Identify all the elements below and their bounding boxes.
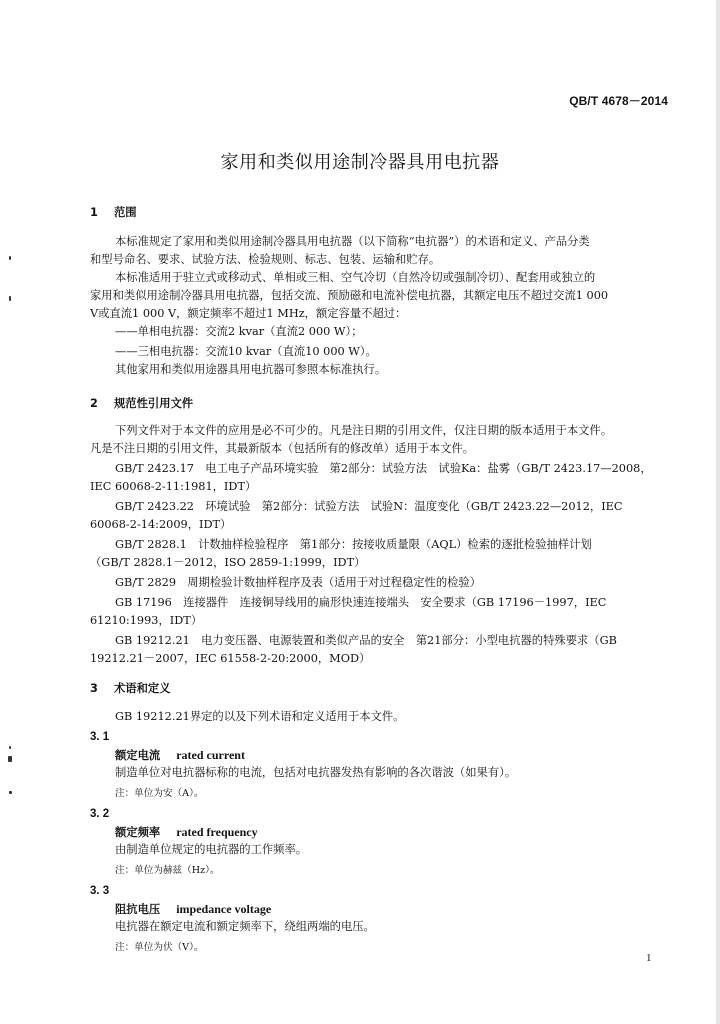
term-3-heading (115, 902, 271, 917)
term-2-english: rated frequency (176, 825, 258, 839)
s1-paragraph-2-line-3: V或直流1 000 V，额定频率不超过1 MHz，额定容量不超过： (90, 307, 407, 320)
s1-dash-item-three-phase: ——三相电抗器：交流10 kvar（直流10 000 W）。 (115, 345, 377, 358)
s1-paragraph-1-line-1: 本标准规定了家用和类似用途制冷器具用电抗器（以下简称“电抗器”）的术语和定义、产品分类 (115, 235, 590, 248)
section-1-number: 1 (90, 206, 98, 219)
reference-6-line-1: GB 19212.21 电力变压器、电源装置和类似产品的安全 第21部分：小型电抗器的特殊要求（GB (115, 634, 617, 647)
reference-2-line-1: GB/T 2423.22 环境试验 第2部分：试验方法 试验N：温度变化（GB/T 2423.22—2012，IEC (115, 500, 623, 513)
term-2-note: 注：单位为赫兹（Hz）。 (115, 865, 220, 876)
section-1-title: 范围 (114, 206, 137, 219)
section-1-heading (90, 206, 137, 220)
reference-4-line-1: GB/T 2829 周期检验计数抽样程序及表（适用于对过程稳定性的检验） (115, 576, 482, 589)
reference-6-line-2: 19212.21－2007，IEC 61558-2-20:2000，MOD） (90, 652, 371, 665)
term-3-chinese: 阻抗电压 (115, 903, 161, 916)
term-3-number: 3. 3 (90, 885, 110, 897)
term-1-definition: 制造单位对电抗器标称的电流，包括对电抗器发热有影响的各次谐波（如果有）。 (115, 766, 517, 779)
term-3-note: 注：单位为伏（V）。 (115, 942, 204, 953)
s3-intro: GB 19212.21界定的以及下列术语和定义适用于本文件。 (115, 710, 405, 723)
term-2-chinese: 额定频率 (115, 826, 161, 839)
section-3-title: 术语和定义 (114, 682, 171, 695)
term-3-english: impedance voltage (176, 902, 272, 916)
reference-3-line-1: GB/T 2828.1 计数抽样检验程序 第1部分：按接收质量限（AQL）检索的逐批检验抽样计划 (115, 538, 592, 551)
term-2-definition: 由制造单位规定的电抗器的工作频率。 (115, 843, 308, 856)
s1-paragraph-3: 其他家用和类似用途器具用电抗器可参照本标准执行。 (115, 363, 387, 376)
scan-edge-shadow (716, 0, 720, 1024)
term-3-definition: 电抗器在额定电流和额定频率下，绕组两端的电压。 (115, 920, 375, 933)
reference-1-line-1: GB/T 2423.17 电工电子产品环境实验 第2部分：试验方法 试验Ka：盐雾（GB/T 2423.17—2008， (115, 462, 652, 475)
term-1-heading (115, 748, 245, 763)
reference-3-line-2: （GB/T 2828.1－2012，ISO 2859-1:1999，IDT） (90, 556, 366, 569)
scan-speck (9, 746, 11, 749)
section-2-heading (90, 397, 193, 411)
section-3-heading (90, 682, 171, 696)
term-1-note: 注：单位为安（A）。 (115, 788, 204, 799)
term-1-english: rated current (176, 748, 245, 762)
scan-speck (9, 296, 11, 301)
standard-code: QB/T 4678－2014 (569, 94, 668, 108)
section-2-number: 2 (90, 397, 98, 410)
scan-speck (9, 256, 11, 260)
scan-speck (9, 791, 12, 794)
reference-1-line-2: IEC 60068-2-11:1981，IDT） (90, 480, 257, 493)
term-1-number: 3. 1 (90, 731, 110, 743)
term-2-number: 3. 2 (90, 808, 110, 820)
section-3-number: 3 (90, 682, 98, 695)
scan-speck (8, 756, 12, 762)
term-1-chinese: 额定电流 (115, 749, 161, 762)
s1-dash-item-single-phase: ——单相电抗器：交流2 kvar（直流2 000 W）； (115, 325, 363, 338)
section-2-title: 规范性引用文件 (114, 397, 194, 410)
s2-paragraph-line-1: 下列文件对于本文件的应用是必不可少的。凡是注日期的引用文件，仅注日期的版本适用于本文件。 (115, 424, 613, 437)
s1-paragraph-2-line-1: 本标准适用于驻立式或移动式、单相或三相、空气冷切（自然冷切或强制冷切）、配套用或独立的 (115, 271, 596, 284)
reference-5-line-2: 61210:1993，IDT） (90, 614, 203, 627)
page-number: 1 (646, 952, 652, 964)
document-title: 家用和类似用途制冷器具用电抗器 (220, 152, 500, 173)
term-2-heading (115, 825, 258, 840)
reference-2-line-2: 60068-2-14:2009，IDT） (90, 518, 232, 531)
s1-paragraph-1-line-2: 和型号命名、要求、试验方法、检验规则、标志、包装、运输和贮存。 (90, 253, 441, 266)
s1-paragraph-2-line-2: 家用和类似用途制冷器具用电抗器，包括交流、预励磁和电流补偿电抗器，其额定电压不超过交流1 000 (90, 289, 609, 302)
reference-5-line-1: GB 17196 连接器件 连接铜导线用的扁形快速连接端头 安全要求（GB 17196－1997，IEC (115, 596, 607, 609)
s2-paragraph-line-2: 凡是不注日期的引用文件，其最新版本（包括所有的修改单）适用于本文件。 (90, 442, 475, 455)
